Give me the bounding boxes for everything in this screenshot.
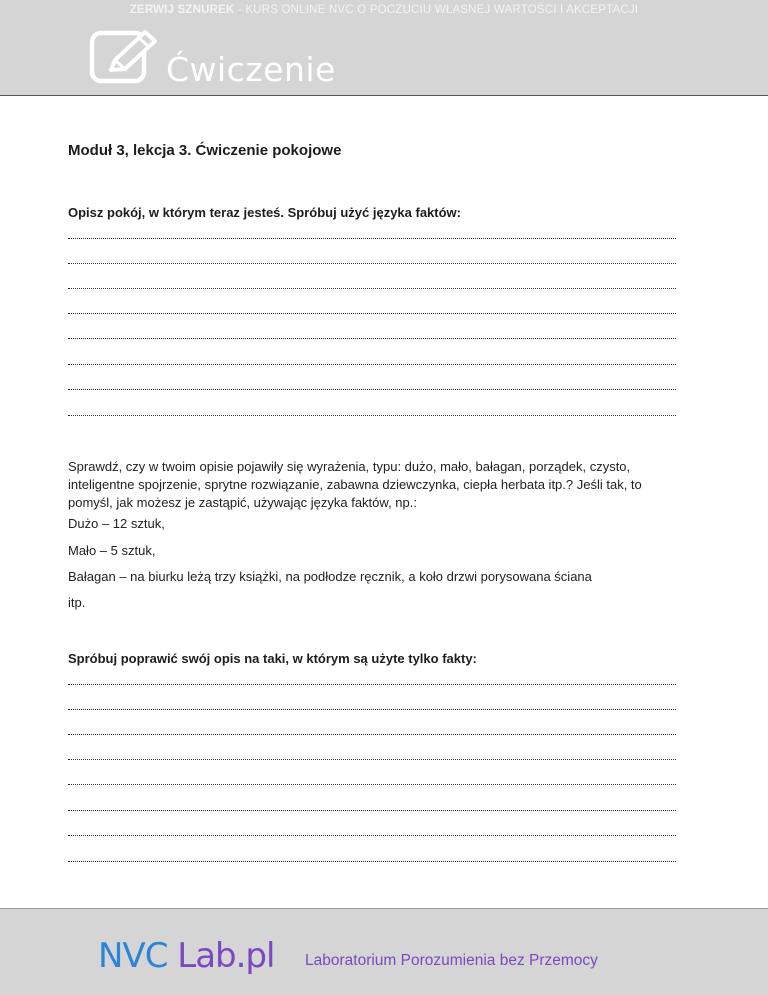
question-describe-room: Opisz pokój, w którym teraz jesteś. Spróbuj użyć języka faktów: [68,205,461,220]
logo-lab: Lab.pl [167,936,275,976]
pencil-edit-icon [89,30,163,84]
answer-line[interactable] [68,338,676,339]
answer-line[interactable] [68,709,676,710]
example-line: itp. [68,595,86,610]
answer-line[interactable] [68,313,676,314]
answer-line[interactable] [68,810,676,811]
example-line: Bałagan – na biurku leżą trzy książki, na podłodze ręcznik, a koło drzwi porysowana ściana [68,569,592,584]
answer-line[interactable] [68,784,676,785]
answer-line[interactable] [68,861,676,862]
page-header [0,0,768,96]
answer-line[interactable] [68,263,676,264]
answer-line[interactable] [68,835,676,836]
answer-line[interactable] [68,734,676,735]
course-title-rest: - KURS ONLINE NVC O POCZUCIU WŁASNEJ WARTOŚCI I AKCEPTACJI [234,4,639,16]
answer-line[interactable] [68,759,676,760]
example-line: Mało – 5 sztuk, [68,543,156,558]
answer-line[interactable] [68,364,676,365]
answer-line[interactable] [68,238,676,239]
answer-line[interactable] [68,288,676,289]
course-title-bold: ZERWIJ SZNUREK [129,4,235,16]
answer-line[interactable] [68,389,676,390]
nvclab-logo [98,936,274,976]
example-line: Dużo – 12 sztuk, [68,516,165,531]
explanation-paragraph: Sprawdź, czy w twoim opisie pojawiły się wyrażenia, typu: dużo, mało, bałagan, porządek, czysto, inteligentne spojrzenie, sprytne rozwiązanie, zabawna dziewczynka, ciepła herbata itp.? Jeśli tak, to pomyśl, jak możesz je zastąpić, używając języka faktów, np.: [68,459,642,510]
module-title: Moduł 3, lekcja 3. Ćwiczenie pokojowe [68,142,342,159]
course-title [0,4,768,16]
answer-line[interactable] [68,684,676,685]
section-title: Ćwiczenie [166,50,336,89]
question-facts-only: Spróbuj poprawić swój opis na taki, w którym są użyte tylko fakty: [68,651,477,666]
footer-tagline: Laboratorium Porozumienia bez Przemocy [305,952,598,969]
logo-nvc: NVC [98,936,168,976]
answer-line[interactable] [68,415,676,416]
